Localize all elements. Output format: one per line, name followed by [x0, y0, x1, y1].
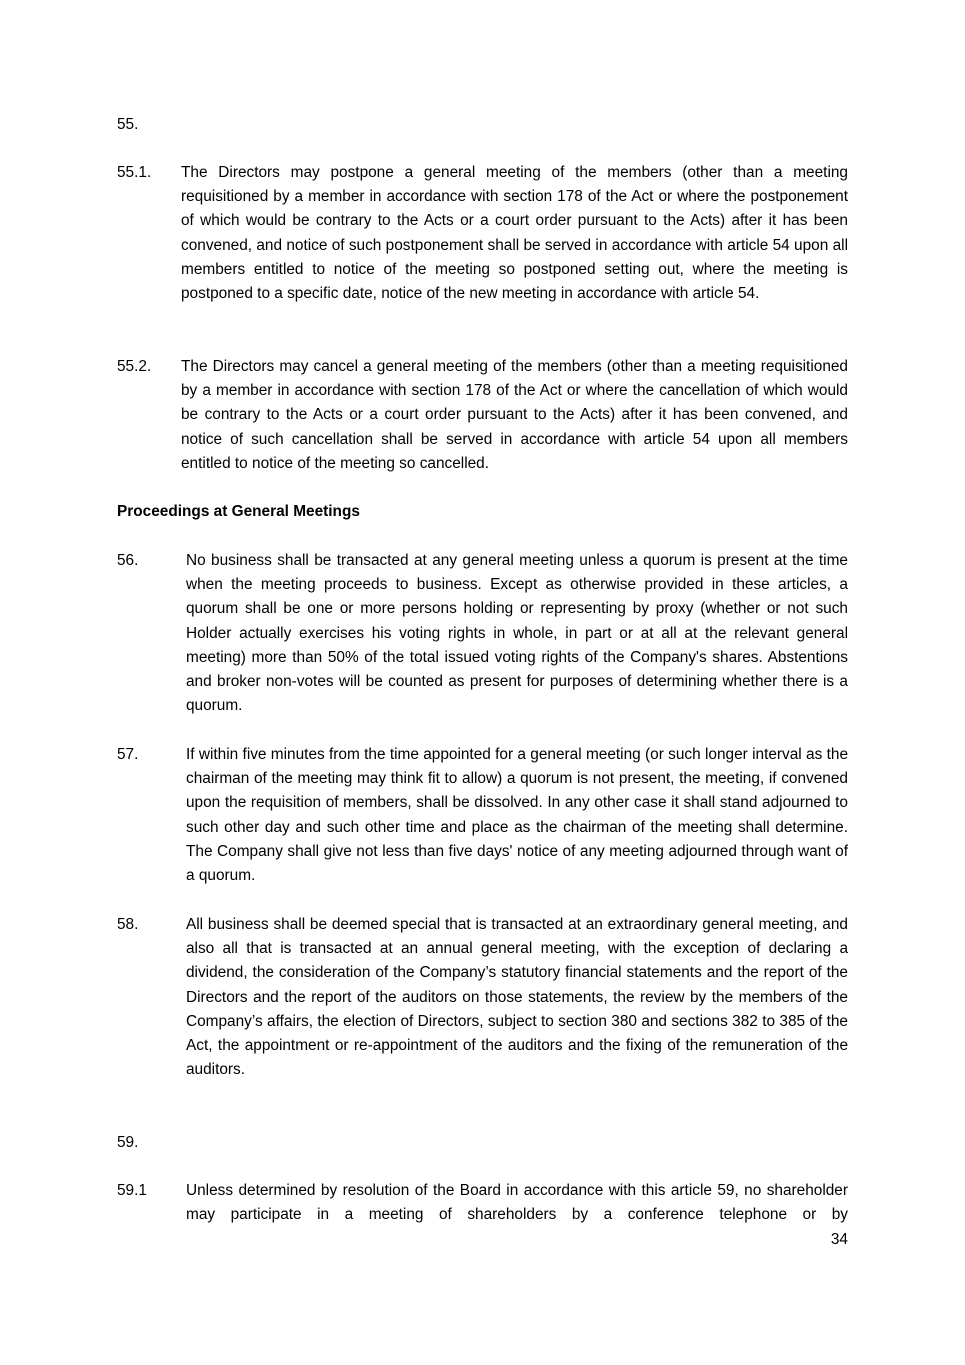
page-number: 34	[830, 1231, 848, 1248]
article-text: All business shall be deemed special that is transacted at an extraordinary general meeting, and also all that is transacted at an annual general meeting, with the exception of declaring a dividend, the consideration of the Company’s statutory financial statements and the report of the Directors and the report of the auditors on those statements, the review by the members of the Company’s affairs, the election of Directors, subject to section 380 and sections 382 to 385 of the Act, the appointment or re-appointment of the auditors and the fixing of the remuneration of the auditors.	[186, 916, 848, 1079]
article-number: 57.	[117, 746, 139, 763]
clause-55-1	[117, 161, 848, 306]
article-59-number: 59.	[117, 1134, 139, 1151]
clause-number: 59.1	[117, 1182, 147, 1199]
article-number: 58.	[117, 916, 139, 933]
article-number: 56.	[117, 552, 139, 569]
article-text: If within five minutes from the time appointed for a general meeting (or such longer interval as the chairman of the meeting may think fit to allow) a quorum is not present, the meeting, if convened upon the requisition of members, shall be dissolved. In any other case it shall stand adjourned to such other day and such other time and place as the chairman of the meeting shall determine. The Company shall give not less than five days' notice of any meeting adjourned through want of a quorum.	[186, 746, 848, 885]
clause-text: Unless determined by resolution of the Board in accordance with this article 59, no shareholder may participate in a meeting of shareholders by a conference telephone or by	[186, 1182, 848, 1224]
clause-55-2	[117, 355, 848, 476]
section-heading: Proceedings at General Meetings	[117, 503, 360, 520]
article-56	[117, 549, 848, 718]
clause-number: 55.1.	[117, 164, 152, 181]
article-58	[117, 913, 848, 1082]
clause-number: 55.2.	[117, 358, 152, 375]
clause-text: The Directors may cancel a general meeting of the members (other than a meeting requisitioned by a member in accordance with section 178 of the Act or where the cancellation of which would be contrary to the Acts or a court order pursuant to the Acts) after it has been convened, and notice of such cancellation shall be served in accordance with article 54 upon all members entitled to notice of the meeting so cancelled.	[181, 358, 848, 472]
article-text: No business shall be transacted at any general meeting unless a quorum is present at the time when the meeting proceeds to business. Except as otherwise provided in these articles, a quorum shall be one or more persons holding or representing by proxy (whether or not such Holder actually exercises his voting rights in whole, in part or at all at the relevant general meeting) more than 50% of the total issued voting rights of the Company's shares. Abstentions and broker non-votes will be counted as present for purposes of determining whether there is a quorum.	[186, 552, 848, 715]
clause-59-1	[117, 1179, 848, 1227]
clause-text: The Directors may postpone a general meeting of the members (other than a meeting requisitioned by a member in accordance with section 178 of the Act or where the postponement of which would be contrary to the Acts or a court order pursuant to the Acts) after it has been convened, and notice of such postponement shall be served in accordance with article 54 upon all members entitled to notice of the meeting so postponed setting out, where the meeting is postponed to a specific date, notice of the new meeting in accordance with article 54.	[181, 164, 848, 303]
article-55-number: 55.	[117, 116, 139, 133]
article-57	[117, 743, 848, 888]
